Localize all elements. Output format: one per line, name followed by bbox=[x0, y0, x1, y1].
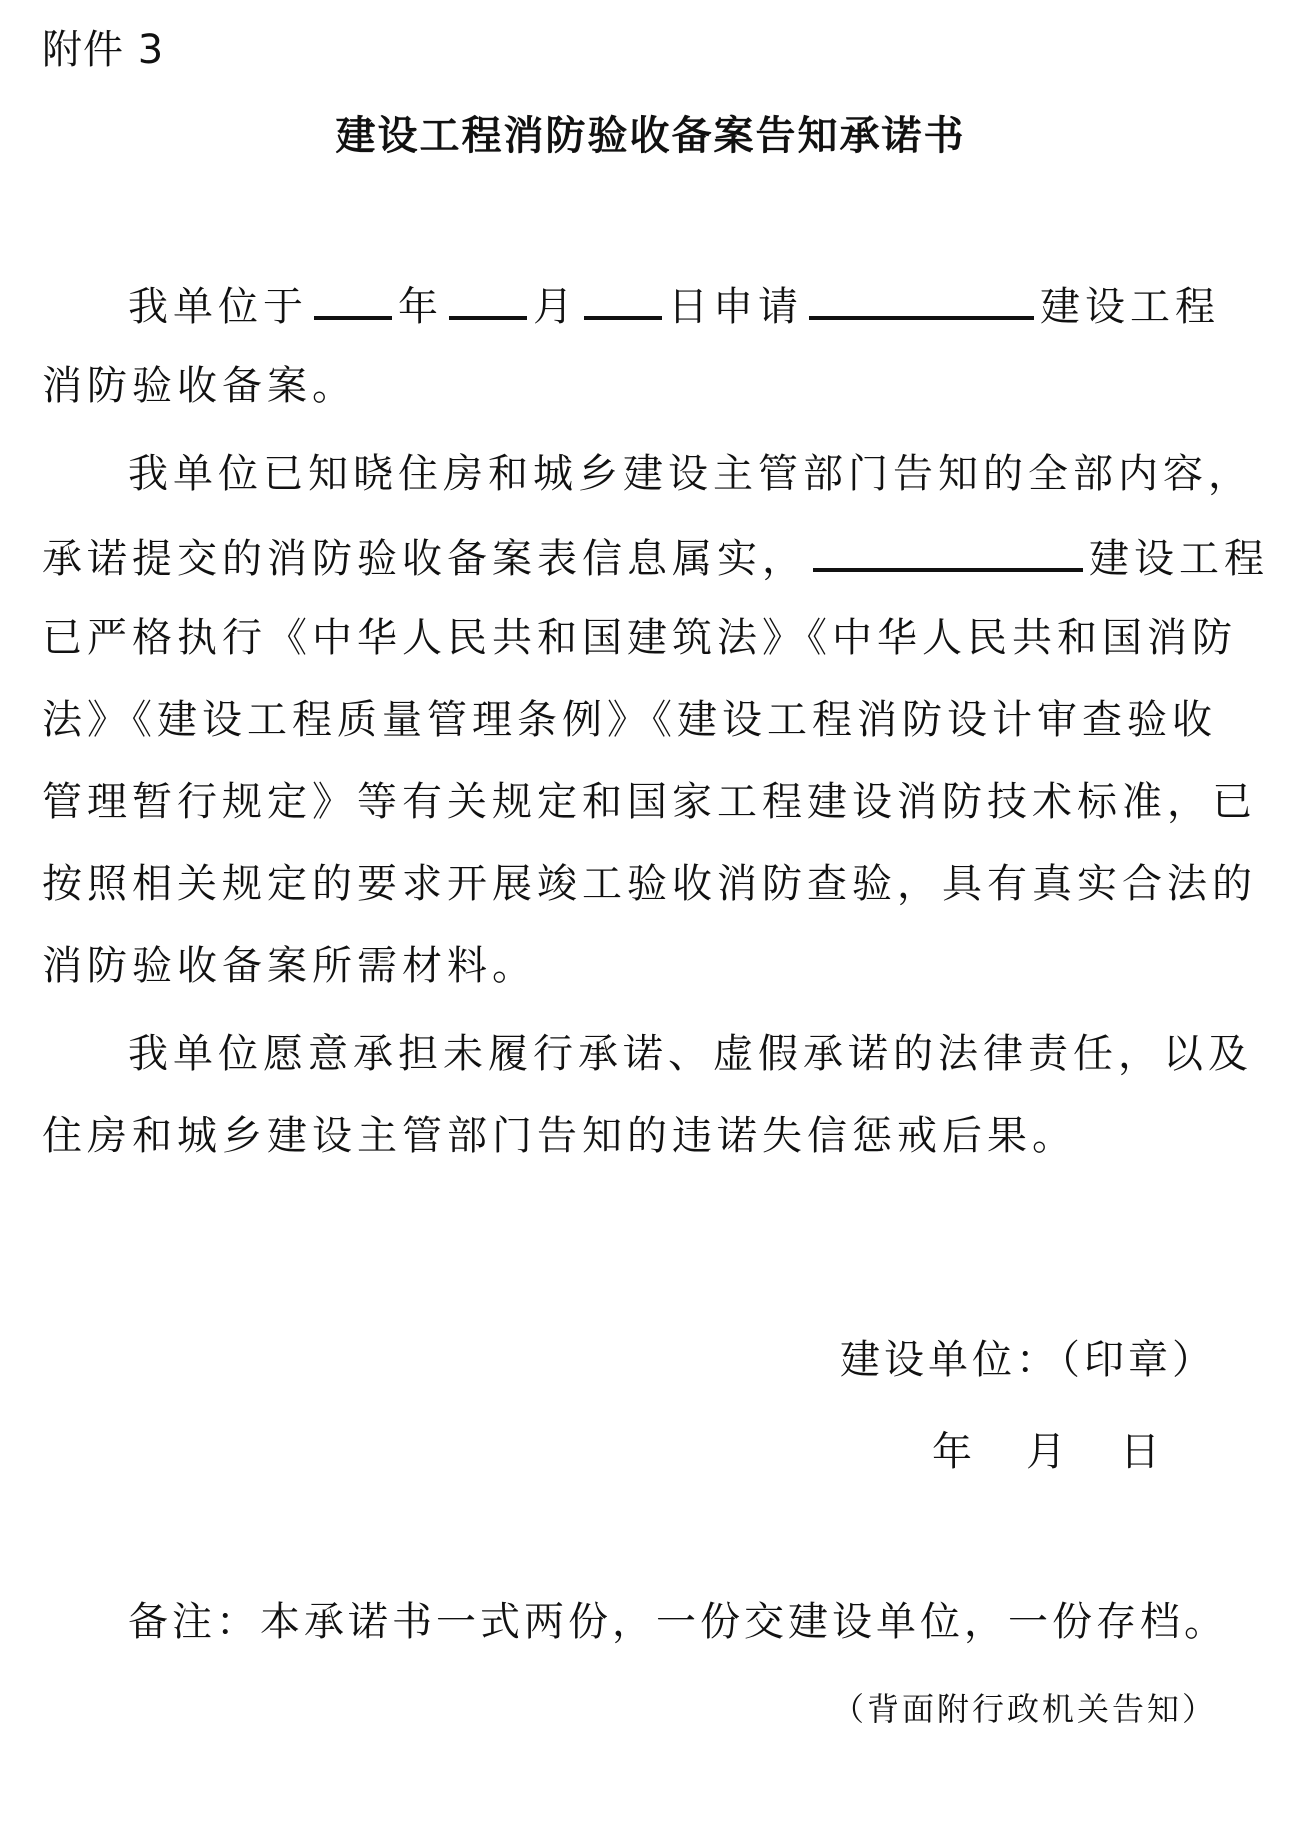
signature-unit: 建设单位：（印章） bbox=[840, 1337, 1216, 1383]
remark-note: 备注：本承诺书一式两份，一份交建设单位，一份存档。 bbox=[128, 1599, 1228, 1645]
back-page-note: （背面附行政机关告知） bbox=[832, 1690, 1218, 1728]
paragraph-2-line-3: 已严格执行《中华人民共和国建筑法》《中华人民共和国消防 bbox=[42, 615, 1237, 661]
month-blank bbox=[449, 284, 527, 320]
day-blank bbox=[584, 284, 662, 320]
text-segment: 我单位于 bbox=[128, 284, 308, 330]
date-year: 年 bbox=[932, 1429, 974, 1475]
project-name-blank-2 bbox=[813, 536, 1083, 572]
project-name-blank bbox=[809, 284, 1034, 320]
paragraph-2-line-2 bbox=[42, 536, 1269, 582]
signature-date bbox=[932, 1420, 1162, 1477]
text-segment: 年 bbox=[398, 284, 443, 330]
text-segment: 月 bbox=[533, 284, 578, 330]
paragraph-2-line-7: 消防验收备案所需材料。 bbox=[42, 943, 537, 989]
attachment-label: 附件 3 bbox=[42, 27, 165, 73]
paragraph-2-line-1: 我单位已知晓住房和城乡建设主管部门告知的全部内容， bbox=[128, 451, 1253, 497]
paragraph-3-line-1: 我单位愿意承担未履行承诺、虚假承诺的法律责任，以及 bbox=[128, 1031, 1253, 1077]
paragraph-2-line-5: 管理暂行规定》等有关规定和国家工程建设消防技术标准，已 bbox=[42, 779, 1257, 825]
text-segment: 日申请 bbox=[668, 284, 803, 330]
year-blank bbox=[314, 284, 392, 320]
text-segment: 建设工程 bbox=[1040, 284, 1220, 330]
text-segment: 承诺提交的消防验收备案表信息属实， bbox=[42, 536, 807, 582]
paragraph-1-line-2: 消防验收备案。 bbox=[42, 363, 357, 409]
paragraph-2-line-6: 按照相关规定的要求开展竣工验收消防查验，具有真实合法的 bbox=[42, 861, 1257, 907]
paragraph-1-line-1 bbox=[128, 284, 1220, 330]
document-title: 建设工程消防验收备案告知承诺书 bbox=[335, 113, 966, 159]
text-segment: 建设工程 bbox=[1089, 536, 1269, 582]
paragraph-2-line-4: 法》《建设工程质量管理条例》《建设工程消防设计审查验收 bbox=[42, 697, 1217, 743]
date-month: 月 bbox=[1026, 1429, 1068, 1475]
paragraph-3-line-2: 住房和城乡建设主管部门告知的违诺失信惩戒后果。 bbox=[42, 1113, 1077, 1159]
date-day: 日 bbox=[1120, 1429, 1162, 1475]
